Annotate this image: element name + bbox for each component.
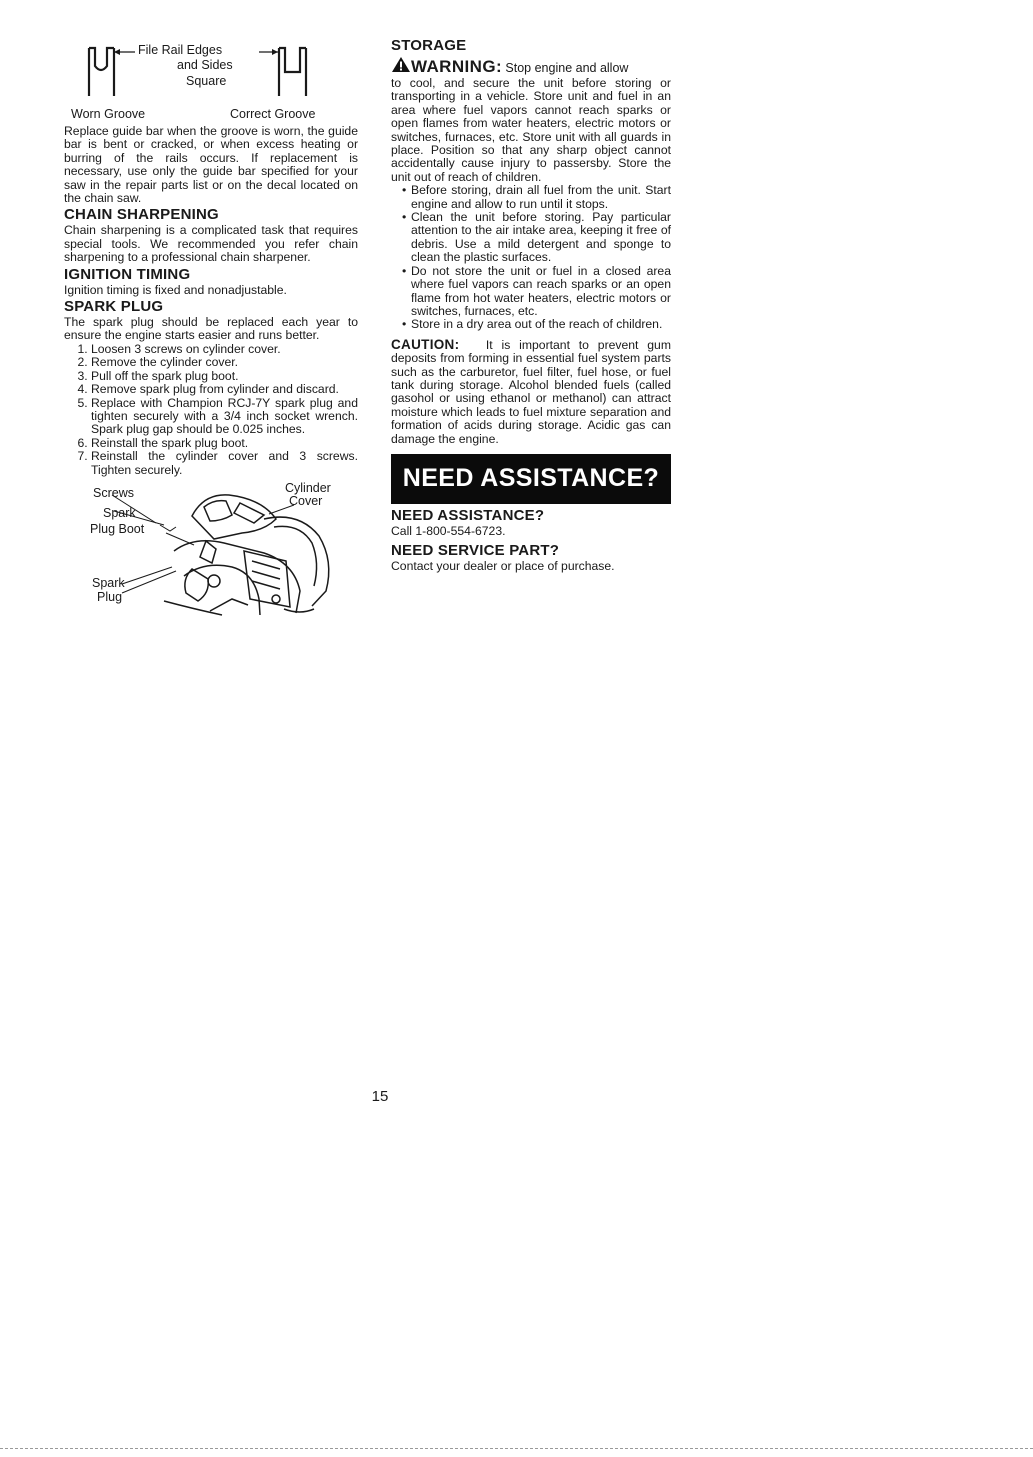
right-column	[391, 38, 671, 574]
need-service-part-heading: NEED SERVICE PART?	[391, 542, 560, 560]
label-plug: Plug	[97, 589, 123, 604]
label-correct-groove: Correct Groove	[230, 107, 316, 121]
warning-lead-text: Stop engine and allow	[505, 61, 629, 75]
spark-step: 2. Remove the cylinder cover.	[91, 356, 358, 369]
assistance-phone: Call 1-800-554-6723.	[391, 523, 506, 538]
spark-step: 5. Replace with Champion RCJ-7Y spark plug and tighten securely with a 3/4 inch socket wrench. Spark plug gap should be 0.025 inches.	[91, 397, 358, 437]
caution-label: CAUTION:	[391, 336, 460, 352]
label-spark: Spark	[103, 505, 136, 520]
caution-text: It is important to prevent gum deposits from forming in essential fuel system parts such as the carburetor, fuel filter, fuel hose, or fuel tank during storage. Alcohol blended fuels (called gasohol or using ethanol or methanol) can attract moisture which leads to fuel mixture separation and formation of acids during storage. Acidic gas can damage the engine.	[391, 337, 671, 446]
page-number: 15	[371, 1088, 389, 1105]
storage-item: • Before storing, drain all fuel from the unit. Start engine and allow to run until it stops.	[402, 184, 671, 211]
chain-sharpening-paragraph: Chain sharpening is a complicated task that requires special tools. We recommended you refer chain sharpening to a professional chain sharpener.	[64, 223, 358, 265]
storage-item: • Clean the unit before storing. Pay particular attention to the air intake area, keeping it free of debris. Use a mild detergent and sponge to clean the plastic surfaces.	[402, 211, 671, 265]
spark-plug-figure	[64, 481, 358, 616]
ignition-timing-paragraph: Ignition timing is fixed and nonadjustable.	[64, 282, 287, 297]
label-cylinder: Cylinder	[285, 480, 331, 495]
chain-sharpening-heading: CHAIN SHARPENING	[64, 206, 219, 224]
spark-plug-paragraph: The spark plug should be replaced each year to ensure the engine starts easier and runs better.	[64, 315, 358, 343]
label-and-sides: and Sides	[177, 58, 233, 72]
storage-item: • Do not store the unit or fuel in a closed area where fuel vapors can reach sparks or an open flame from hot water heaters, electric motors or switches, furnaces, etc.	[402, 265, 671, 319]
warning-label: WARNING:	[411, 57, 503, 76]
spark-plug-heading: SPARK PLUG	[64, 298, 164, 316]
storage-list	[391, 184, 671, 331]
label-square: Square	[186, 74, 227, 88]
warning-paragraph: to cool, and secure the unit before storing or transporting in a vehicle. Store unit and fuel in an area where fuel vapors cannot reach sparks or open flames from water heaters, electric motors or switches, furnaces, etc. Store unit with all guards in place. Position so that any sharp object cannot accidentally cause injury to passersby. Store the unit out of reach of children.	[391, 76, 671, 184]
page-bottom-rule	[0, 1448, 1033, 1449]
label-cover: Cover	[289, 493, 323, 508]
spark-step: 6. Reinstall the spark plug boot.	[91, 437, 358, 450]
ignition-timing-heading: IGNITION TIMING	[64, 265, 191, 283]
warning-line	[391, 56, 671, 77]
service-part-text: Contact your dealer or place of purchase.	[391, 559, 615, 574]
spark-step: 7. Reinstall the cylinder cover and 3 screws. Tighten securely.	[91, 450, 358, 477]
spark-step: 3. Pull off the spark plug boot.	[91, 370, 358, 383]
storage-heading: STORAGE	[391, 37, 467, 54]
label-worn-groove: Worn Groove	[71, 107, 146, 121]
groove-figure	[64, 38, 358, 121]
caution-paragraph	[391, 338, 671, 446]
spark-step: 4. Remove spark plug from cylinder and discard.	[91, 383, 358, 396]
spark-plug-steps	[64, 343, 358, 477]
label-screws: Screws	[93, 485, 134, 500]
storage-item: • Store in a dry area out of the reach of children.	[402, 318, 671, 331]
guide-bar-paragraph: Replace guide bar when the groove is worn, the guide bar is bent or cracked, or when excess heating or burring of the rails occurs. If replacement is necessary, use only the guide bar specified for your saw in the repair parts list or on the decal located on the chain saw.	[64, 124, 358, 206]
label-spark-plug-top: Spark	[92, 575, 125, 590]
need-assistance-banner: NEED ASSISTANCE?	[391, 454, 671, 504]
left-column	[64, 38, 358, 616]
need-assistance-heading: NEED ASSISTANCE?	[391, 506, 545, 524]
spark-step: 1. Loosen 3 screws on cylinder cover.	[91, 343, 358, 356]
label-file-rail-edges: File Rail Edges	[138, 43, 223, 57]
warning-triangle-icon	[391, 56, 411, 73]
label-plug-boot: Plug Boot	[90, 521, 145, 536]
